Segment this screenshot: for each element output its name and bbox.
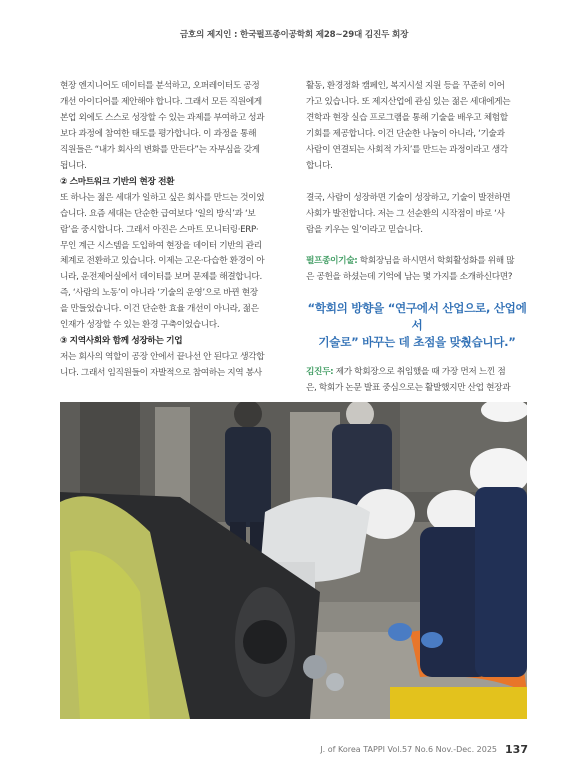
right-column bbox=[306, 79, 528, 397]
text-line: 견학과 현장 실습 프로그램을 통해 기술을 배우고 체험할 bbox=[306, 112, 508, 123]
text-line: 개선 아이디어를 제안해야 합니다. 그래서 모든 직원에게 bbox=[60, 96, 262, 107]
pull-quote-line: 기술로” 바꾸는 데 초점을 맞췄습니다.” bbox=[318, 335, 516, 350]
journal-citation: J. of Korea TAPPI Vol.57 No.6 Nov.-Dec. 2025 bbox=[320, 745, 498, 754]
text-line: 학회장님을 하시면서 학회활성화를 위해 많 bbox=[357, 256, 515, 267]
text-line: 은 공헌을 하셨는데 기억에 남는 몇 가지를 소개하신다면? bbox=[306, 272, 513, 283]
text-line: 을 만들었습니다. 이건 단순한 효율 개선이 아니라, 젊은 bbox=[60, 304, 259, 315]
text-line: 합니다. bbox=[306, 160, 333, 171]
text-line: 현장 엔지니어도 데이터를 분석하고, 오퍼레이터도 공정 bbox=[60, 81, 260, 91]
text-line: 은, 학회가 논문 발표 중심으로는 활발했지만 산업 현장과 bbox=[306, 383, 511, 394]
text-line: 직원들은 “내가 회사의 변화를 만든다”는 자부심을 갖게 bbox=[60, 144, 260, 155]
running-header: 금호의 제지인 : 한국펄프종이공학회 제28~29대 김진두 회장 bbox=[179, 30, 409, 40]
text-line: 활동, 환경정화 캠페인, 복지시설 지원 등을 꾸준히 이어 bbox=[306, 81, 505, 91]
text-line: 결국, 사람이 성장하면 기술이 성장하고, 기술이 발전하면 bbox=[306, 192, 511, 203]
page-number: 137 bbox=[505, 743, 528, 756]
text-line: 저는 회사의 역할이 공장 안에서 끝나선 안 된다고 생각합 bbox=[60, 352, 265, 363]
text-line: 본업 외에도 스스로 성장할 수 있는 과제를 부여하고 성과 bbox=[60, 112, 265, 123]
paragraph-2 bbox=[60, 191, 307, 335]
text-line: 즉, ‘사람의 노동’이 아니라 ‘기술의 운영’으로 바뀐 현장 bbox=[60, 288, 258, 299]
text-line: 사회가 발전합니다. 저는 그 선순환의 시작점이 바로 ‘사 bbox=[306, 208, 505, 219]
paragraph-4 bbox=[306, 79, 528, 175]
page-footer bbox=[320, 743, 528, 756]
text-line: 람을 키우는 일’이라고 믿습니다. bbox=[306, 224, 423, 235]
paragraph-1 bbox=[60, 79, 307, 175]
pull-quote-line: “학회의 방향을 “연구에서 산업으로, 산업에서 bbox=[307, 301, 527, 333]
text-line: 인재가 성장할 수 있는 환경 구축이었습니다. bbox=[60, 320, 220, 331]
text-line: 보다 과정에 참여한 태도를 평가합니다. 이 과정을 통해 bbox=[60, 128, 257, 139]
section-heading-2: ② 스마트워크 기반의 현장 전환 bbox=[60, 176, 175, 187]
text-line: 가고 있습니다. 또 제지산업에 관심 있는 젊은 세대에게는 bbox=[306, 96, 511, 107]
answer-speaker: 김진두: bbox=[306, 367, 334, 378]
text-line: 니다. 그래서 임직원들이 자발적으로 참여하는 지역 봉사 bbox=[60, 368, 262, 379]
paragraph-5 bbox=[306, 191, 528, 239]
interview-question bbox=[306, 254, 528, 286]
paragraph-3 bbox=[60, 350, 307, 382]
factory-photo-illustration bbox=[60, 402, 527, 719]
text-line: 제가 학회장으로 취임했을 때 가장 먼저 느낀 점 bbox=[333, 367, 506, 378]
text-line: 무인 계근 시스템을 도입하여 현장을 데이터 기반의 관리 bbox=[60, 240, 262, 251]
text-line: 사람이 연결되는 사회적 가치’를 만드는 과정이라고 생각 bbox=[306, 144, 508, 155]
text-line: 니라, 운전제어실에서 데이터를 보며 문제를 해결합니다. bbox=[60, 272, 262, 283]
pull-quote bbox=[306, 300, 528, 351]
text-line: 습니다. 요즘 세대는 단순한 급여보다 ‘일의 방식’과 ‘보 bbox=[60, 208, 256, 219]
left-column bbox=[60, 79, 307, 382]
factory-photo bbox=[60, 402, 527, 719]
section-heading-3: ③ 지역사회와 함께 성장하는 기업 bbox=[60, 336, 183, 347]
text-line: 체계로 전환하고 있습니다. 이제는 고온·다습한 환경이 아 bbox=[60, 256, 265, 267]
question-speaker: 펄프종이기술: bbox=[306, 256, 358, 267]
text-line: 기회를 제공합니다. 이건 단순한 나눔이 아니라, ‘기술과 bbox=[306, 128, 505, 139]
interview-answer bbox=[306, 365, 528, 397]
text-line: 람’을 중시합니다. 그래서 아진은 스마트 모니터링·ERP· bbox=[60, 224, 259, 235]
text-line: 됩니다. bbox=[60, 160, 87, 171]
text-line: 또 하나는 젊은 세대가 일하고 싶은 회사를 만드는 것이었 bbox=[60, 192, 265, 203]
